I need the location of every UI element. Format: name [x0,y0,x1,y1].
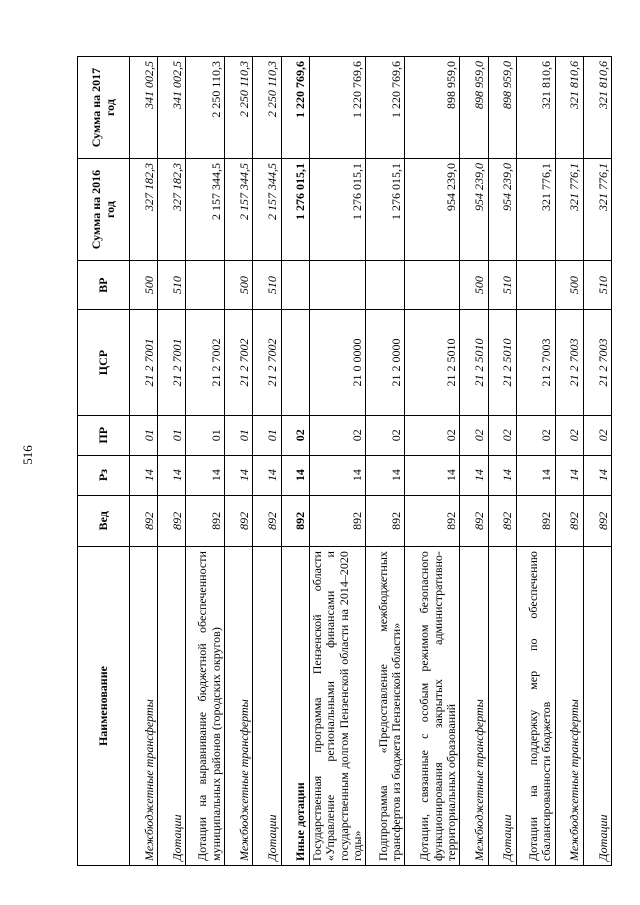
cell-csr: 21 2 7001 [130,310,158,416]
cell-sum-2016: 1 276 015,1 [309,159,366,261]
table-row [186,57,225,866]
cell-pr: 01 [225,415,253,455]
cell-csr: 21 2 5010 [460,310,488,416]
cell-sum-2016: 1 276 015,1 [366,159,405,261]
cell-rz: 14 [583,455,611,495]
cell-ved: 892 [488,495,516,547]
cell-sum-2017: 2 250 110,3 [253,57,281,159]
cell-ved: 892 [253,495,281,547]
cell-rz: 14 [186,455,225,495]
cell-csr: 21 2 7003 [583,310,611,416]
cell-name: Дотации на поддержку мер по обеспечению сбалансированности бюджетов [516,547,555,866]
cell-ved: 892 [309,495,366,547]
table-row [281,57,309,866]
cell-name: Межбюджетные трансферты [460,547,488,866]
cell-pr: 02 [366,415,405,455]
cell-name: Межбюджетные трансферты [225,547,253,866]
cell-pr: 02 [555,415,583,455]
cell-sum-2016: 321 776,1 [555,159,583,261]
cell-sum-2016: 327 182,3 [130,159,158,261]
cell-rz: 14 [253,455,281,495]
cell-sum-2017: 1 220 769,6 [309,57,366,159]
cell-ved: 892 [460,495,488,547]
table-header-row [78,57,130,866]
cell-vr [516,261,555,310]
cell-pr: 02 [488,415,516,455]
header-ved: Вед [78,495,130,547]
header-csr: ЦСР [78,310,130,416]
cell-sum-2017: 2 250 110,3 [225,57,253,159]
cell-name: Дотации на выравнивание бюджетной обеспеченности муниципальных районов (городских округов) [186,547,225,866]
cell-ved: 892 [405,495,460,547]
cell-sum-2017: 898 959,0 [405,57,460,159]
cell-sum-2017: 898 959,0 [488,57,516,159]
cell-csr: 21 2 7003 [516,310,555,416]
cell-ved: 892 [225,495,253,547]
cell-rz: 14 [281,455,309,495]
cell-sum-2016: 327 182,3 [158,159,186,261]
cell-vr: 500 [130,261,158,310]
cell-sum-2017: 321 810,6 [555,57,583,159]
cell-vr [405,261,460,310]
cell-pr: 02 [583,415,611,455]
table-row [158,57,186,866]
header-pr: ПР [78,415,130,455]
cell-sum-2017: 898 959,0 [460,57,488,159]
cell-ved: 892 [366,495,405,547]
cell-pr: 02 [405,415,460,455]
cell-sum-2017: 341 002,5 [130,57,158,159]
table-row [366,57,405,866]
cell-sum-2016: 2 157 344,5 [186,159,225,261]
cell-name: Дотации [158,547,186,866]
table-row [225,57,253,866]
table-row [253,57,281,866]
cell-vr: 500 [555,261,583,310]
cell-sum-2017: 321 810,6 [516,57,555,159]
cell-csr: 21 2 7002 [225,310,253,416]
cell-ved: 892 [583,495,611,547]
cell-pr: 01 [186,415,225,455]
cell-csr: 21 2 7002 [186,310,225,416]
cell-rz: 14 [225,455,253,495]
table-row [488,57,516,866]
cell-ved: 892 [130,495,158,547]
cell-sum-2016: 954 239,0 [405,159,460,261]
cell-pr: 02 [281,415,309,455]
cell-vr: 500 [225,261,253,310]
table-row [130,57,158,866]
cell-pr: 01 [253,415,281,455]
header-name: Наименование [78,547,130,866]
cell-ved: 892 [555,495,583,547]
cell-vr [281,261,309,310]
cell-sum-2016: 321 776,1 [583,159,611,261]
header-sum-2016: Сумма на 2016 год [78,159,130,261]
cell-ved: 892 [158,495,186,547]
cell-ved: 892 [516,495,555,547]
cell-rz: 14 [555,455,583,495]
cell-vr: 510 [488,261,516,310]
cell-name: Государственная программа Пензенской области «Управление региональными финансами и государственным долгом Пензенской области на 2014–2020 годы» [309,547,366,866]
cell-vr: 510 [253,261,281,310]
cell-ved: 892 [281,495,309,547]
cell-pr: 01 [130,415,158,455]
cell-csr: 21 2 7003 [555,310,583,416]
table-row [460,57,488,866]
cell-sum-2016: 2 157 344,5 [253,159,281,261]
cell-rz: 14 [130,455,158,495]
cell-vr [309,261,366,310]
cell-name: Межбюджетные трансферты [555,547,583,866]
cell-rz: 14 [460,455,488,495]
cell-vr: 510 [158,261,186,310]
cell-rz: 14 [309,455,366,495]
cell-csr: 21 2 7002 [253,310,281,416]
cell-pr: 02 [516,415,555,455]
table-row [309,57,366,866]
cell-sum-2017: 321 810,6 [583,57,611,159]
cell-rz: 14 [488,455,516,495]
cell-sum-2016: 954 239,0 [460,159,488,261]
table-row [555,57,583,866]
cell-pr: 02 [460,415,488,455]
cell-sum-2016: 2 157 344,5 [225,159,253,261]
cell-pr: 01 [158,415,186,455]
cell-csr: 21 2 7001 [158,310,186,416]
cell-name: Межбюджетные трансферты [130,547,158,866]
cell-name: Подпрограмма «Предоставление межбюджетных трансфертов из бюджета Пензенской области» [366,547,405,866]
cell-sum-2017: 1 220 769,6 [366,57,405,159]
cell-name: Дотации [488,547,516,866]
cell-pr: 02 [309,415,366,455]
cell-vr [366,261,405,310]
cell-vr: 510 [583,261,611,310]
cell-name: Дотации, связанные с особым режимом безопасного функционирования закрытых административно-территориальных образований [405,547,460,866]
cell-ved: 892 [186,495,225,547]
cell-csr [281,310,309,416]
cell-sum-2017: 2 250 110,3 [186,57,225,159]
cell-rz: 14 [366,455,405,495]
header-vr: ВР [78,261,130,310]
cell-sum-2017: 1 220 769,6 [281,57,309,159]
table-container [77,56,612,866]
cell-name: Дотации [253,547,281,866]
cell-sum-2017: 341 002,5 [158,57,186,159]
header-rz: Рз [78,455,130,495]
cell-csr: 21 2 5010 [405,310,460,416]
cell-sum-2016: 1 276 015,1 [281,159,309,261]
table-row [405,57,460,866]
cell-rz: 14 [516,455,555,495]
cell-rz: 14 [158,455,186,495]
cell-name: Дотации [583,547,611,866]
cell-sum-2016: 321 776,1 [516,159,555,261]
cell-sum-2016: 954 239,0 [488,159,516,261]
budget-table [77,56,612,866]
table-row [583,57,611,866]
table-row [516,57,555,866]
cell-rz: 14 [405,455,460,495]
cell-name: Иные дотации [281,547,309,866]
cell-vr: 500 [460,261,488,310]
page-number: 516 [20,445,35,465]
cell-csr: 21 2 5010 [488,310,516,416]
cell-csr: 21 0 0000 [309,310,366,416]
cell-csr: 21 2 0000 [366,310,405,416]
header-sum-2017: Сумма на 2017 год [78,57,130,159]
cell-vr [186,261,225,310]
